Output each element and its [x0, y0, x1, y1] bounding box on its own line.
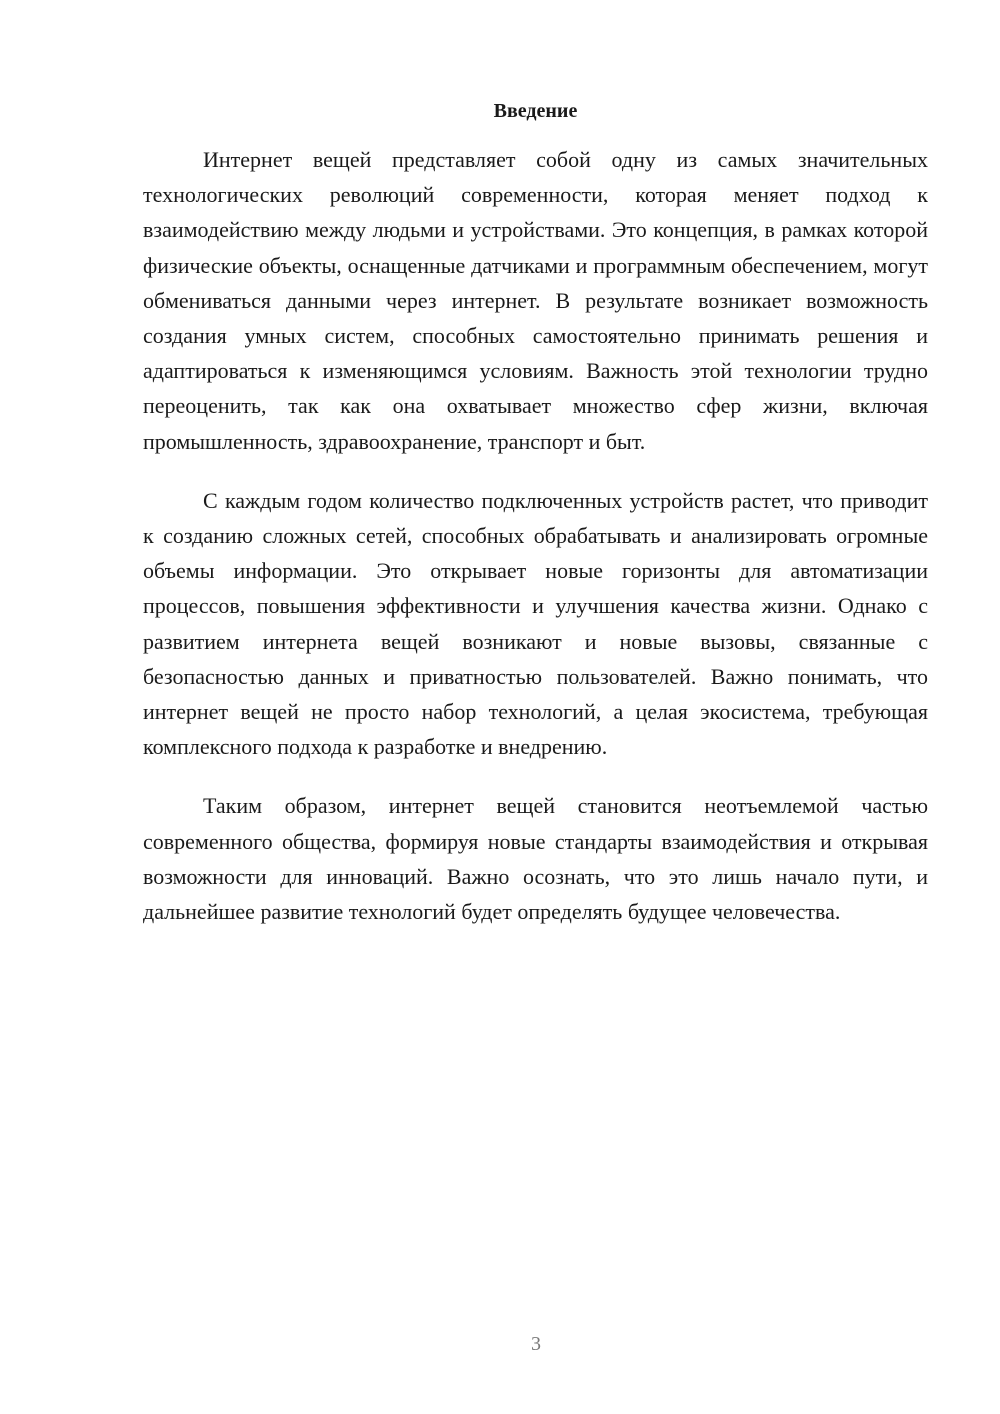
page-number: 3	[531, 1333, 541, 1355]
paragraph-3: Таким образом, интернет вещей становится неотъемлемой частью современного общества, формируя новые стандарты взаимодействия и открывая возможности для инноваций. Важно осознать, что это лишь начало пути, и дальнейшее развитие технологий будет определять будущее человечества.	[143, 793, 928, 925]
paragraph-2: С каждым годом количество подключенных устройств растет, что приводит к созданию сложных сетей, способных обрабатывать и анализировать огромные объемы информации. Это открывает новые горизонты для автоматизации процессов, повышения эффективности и улучшения качества жизни. Однако с развитием интернета вещей возникают и новые вызовы, связанные с безопасностью данных и приватностью пользователей. Важно понимать, что интернет вещей не просто набор технологий, а целая экосистема, требующая комплексного подхода к разработке и внедрению.	[143, 487, 928, 760]
paragraph-1: Интернет вещей представляет собой одну из самых значительных технологических революций современности, которая меняет подход к взаимодействию между людьми и устройствами. Это концепция, в рамках которой физические объекты, оснащенные датчиками и программным обеспечением, могут обмениваться данными через интернет. В результате возникает возможность создания умных систем, способных самостоятельно принимать решения и адаптироваться к изменяющимся условиям. Важность этой технологии трудно переоценить, так как она охватывает множество сфер жизни, включая промышленность, здравоохранение, транспорт и быт.	[143, 147, 928, 454]
body-text	[143, 142, 928, 953]
section-heading: Введение	[493, 100, 578, 122]
